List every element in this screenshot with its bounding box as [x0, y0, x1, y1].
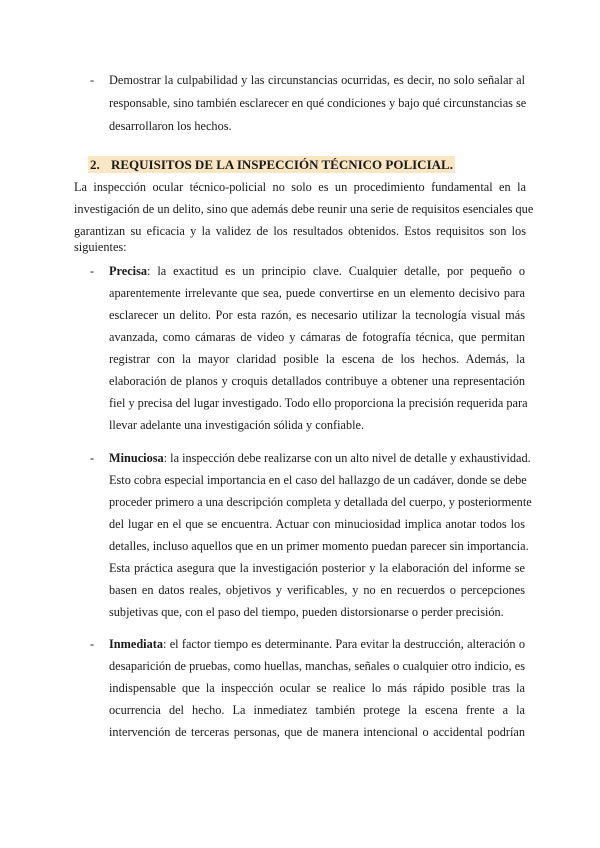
intro-bullet-text: [109, 70, 525, 136]
section-heading: [88, 155, 528, 175]
requirement-line: Esta práctica asegura que la investigación posterior y la elaboración del informe se: [109, 561, 525, 575]
requirement-line: indispensable que la inspección ocular se realice lo más rápido posible tras la: [109, 681, 525, 695]
requirement-line: avanzada, como cámaras de video y cámaras de fotografía técnica, que permitan: [109, 330, 525, 344]
bullet-marker: -: [90, 451, 95, 465]
paragraph-line-3: garantizan su eficacia y la validez de los resultados obtenidos. Estos requisitos son los: [74, 224, 526, 238]
requirement-line: fiel y precisa del lugar investigado. Todo ello proporciona la precisión requerida para: [109, 396, 528, 410]
intro-line-1: Demostrar la culpabilidad y las circunstancias ocurridas, es decir, no solo señalar al: [109, 73, 525, 87]
paragraph-line-2: investigación de un delito, sino que además debe reunir una serie de requisitos esenciales que: [74, 202, 534, 216]
requirement-line: llevar adelante una investigación sólida y confiable.: [109, 418, 365, 432]
requirement-term: Precisa: [109, 264, 148, 278]
requirement-line: intervención de terceras personas, que de manera intencional o accidental podrían: [109, 725, 525, 739]
requirement-term: Inmediata: [109, 637, 163, 651]
requirement-line: subjetivas que, con el paso del tiempo, pueden distorsionarse o perder precisión.: [109, 605, 504, 619]
section-number: 2.: [90, 157, 100, 172]
requirement-line: elaboración de planos y croquis detallados contribuye a obtener una representación: [109, 374, 525, 388]
requirement-line: Esto cobra especial importancia en el caso del hallazgo de un cadáver, donde se debe: [109, 473, 527, 487]
requirement-text: [109, 634, 525, 742]
requirement-text: [109, 261, 528, 435]
intro-line-3: desarrollaron los hechos.: [109, 119, 232, 133]
requirement-text: [109, 448, 532, 622]
requirement-line: esclarecer un delito. Por esta razón, es necesario utilizar la tecnología visual más: [109, 308, 525, 322]
requirement-line: basen en datos reales, objetivos y verificables, y no en recuerdos o percepciones: [109, 583, 525, 597]
paragraph-line-4: siguientes:: [74, 240, 127, 254]
intro-paragraph: [74, 177, 534, 257]
requirement-line: del lugar en el que se encuentra. Actuar con minuciosidad implica anotar todos los: [109, 517, 525, 531]
requirement-line: aparentemente irrelevante que sea, puede convertirse en un elemento decisivo para: [109, 286, 525, 300]
requirement-line: ocurrencia del hecho. La inmediatez también protege la escena frente a la: [109, 703, 525, 717]
section-title: REQUISITOS DE LA INSPECCIÓN TÉCNICO POLICIAL.: [111, 157, 453, 172]
bullet-marker: -: [90, 264, 95, 278]
requirement-line: detalles, incluso aquellos que en un primer momento puedan parecer sin importancia.: [109, 539, 529, 553]
bullet-marker: -: [90, 637, 95, 651]
requirement-line: proceder primero a una descripción completa y detallada del cuerpo, y posteriormente: [109, 495, 532, 509]
bullet-marker: -: [90, 73, 95, 87]
requirement-line: desaparición de pruebas, como huellas, manchas, señales o cualquier otro indicio, es: [109, 659, 525, 673]
requirement-first-line: Inmediata: el factor tiempo es determinante. Para evitar la destrucción, alteración o: [109, 637, 525, 651]
requirement-first-line: Precisa: la exactitud es un principio clave. Cualquier detalle, por pequeño o: [109, 264, 525, 278]
requirement-line: registrar con la mayor claridad posible la escena de los hechos. Además, la: [109, 352, 525, 366]
intro-line-2: responsable, sino también esclarecer en qué condiciones y bajo qué circunstancias se: [109, 96, 527, 110]
requirement-first-line: Minuciosa: la inspección debe realizarse con un alto nivel de detalle y exhaustividad.: [109, 451, 531, 465]
paragraph-line-1: La inspección ocular técnico-policial no solo es un procedimiento fundamental en la: [74, 180, 526, 194]
requirement-term: Minuciosa: [109, 451, 164, 465]
